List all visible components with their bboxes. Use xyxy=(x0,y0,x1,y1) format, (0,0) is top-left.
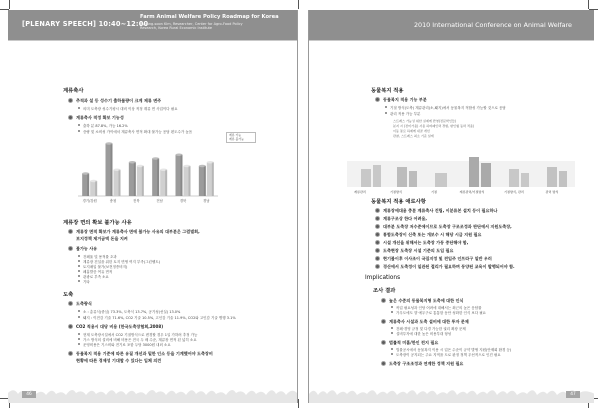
bar-chart xyxy=(68,130,250,210)
x-tick-label: 전남 xyxy=(156,199,163,203)
bullet-text: 동물복지 적용 기능 부분 xyxy=(383,97,427,102)
bullet xyxy=(375,97,427,103)
bullet-text: 추적과 설 등 성수기 출하물량이 크게 제류 변주 xyxy=(76,98,162,103)
sub-bullet-text: 증량 및 소비성 가이에서 계류축사 면적 확대 불가능 응답 편도수가 높음 xyxy=(83,130,193,134)
bullet-text: 불가능 사유 xyxy=(76,246,98,251)
sub-bullet-text: 의미 도축장 성수기평시 대비 이상 적정 계류 면 사업이다 필요 xyxy=(83,107,178,111)
dot xyxy=(391,348,393,350)
bullet-text: 계류축사 시설과 도축 설비에 대한 투자 문제 xyxy=(389,319,469,324)
sub-bullet xyxy=(385,106,506,111)
bullet-marker xyxy=(68,115,73,120)
crop-mark xyxy=(588,0,589,9)
sub-bullet-text: 도축장이 공지되는 주요 지역을 도로 판정 정책 우선적으로 인건 필요 xyxy=(396,353,501,357)
x-tick-label: 충청 xyxy=(109,199,117,203)
sub-bullet-text: 기절 방식(도축) 계류관리(소,돼지)에서 동물복지 적합성 가능할 것으로 응답 xyxy=(390,106,506,110)
sub-bullet xyxy=(391,353,501,358)
dot xyxy=(78,275,80,277)
sub-bullet-text: 가우도에도 향 예우구로 통통함 동안 성화한 인식 보다 필요 xyxy=(396,311,487,315)
bar-shade xyxy=(165,170,167,196)
bullet-text: 법률적 미흡/한인 전지 필요 xyxy=(389,340,439,345)
dot xyxy=(385,106,387,108)
bullet-marker xyxy=(375,256,380,261)
sub-bullet-text: 계류장 건설을 위한 토지 면생 여지 부족(그린벨트) xyxy=(83,260,161,264)
dot xyxy=(78,270,80,272)
sub-bullet-text: 관광로 부족 소요 xyxy=(83,275,109,279)
bullet xyxy=(375,264,515,270)
sub-bullet xyxy=(385,112,420,117)
bullet-text: 시설 개선을 위해서는 도축장 가동 중단해야 함, xyxy=(383,240,469,245)
bullet-marker xyxy=(381,298,386,303)
bullet xyxy=(381,340,438,346)
crop-mark xyxy=(9,0,10,9)
sub-sub-bullet: 관찰, 스트레스 최소 기준 설계 xyxy=(393,134,434,138)
pictogram-label: 기절방식, 관리 xyxy=(504,190,524,194)
dot xyxy=(78,107,80,109)
bar-shade xyxy=(212,162,214,196)
dot xyxy=(391,306,393,308)
sub-bullet-text: 작업 필요성과 인당 어려에 대해서는 최근의 높은 응답률 xyxy=(396,306,482,310)
sub-bullet xyxy=(391,311,486,316)
x-tick-label: 전북 xyxy=(133,199,140,203)
dot xyxy=(78,338,80,340)
bar-shade xyxy=(111,144,113,197)
bullet xyxy=(375,248,453,254)
bullet-marker xyxy=(381,361,386,366)
bar-shade xyxy=(142,166,144,196)
section-title: 동물복지 적용 xyxy=(371,88,404,94)
bullet-marker xyxy=(68,98,73,103)
x-tick-label: 경북 xyxy=(179,199,187,203)
bullet-marker xyxy=(375,248,380,253)
bar-shade xyxy=(181,155,183,196)
bullet-text: 계류장에대용 충분 계류축사 건립, 이분류본 설치 등이 필요하나 xyxy=(383,208,498,213)
bar-shade xyxy=(134,162,136,196)
x-tick-label: 경남 xyxy=(203,199,210,203)
bullet-marker xyxy=(68,246,73,251)
bullet-marker xyxy=(381,340,386,345)
right-page xyxy=(308,10,594,403)
dot xyxy=(78,343,80,345)
book-spread xyxy=(8,10,594,403)
sub-bullet xyxy=(391,332,451,337)
bullet-text: 통합도축장이 신축 또는 개보수 시 해당 시급 지원 필요 xyxy=(383,232,482,237)
bar-shade xyxy=(189,166,191,196)
sub-bullet xyxy=(78,280,90,285)
bar-shade xyxy=(95,181,97,196)
conference-title: 2010 International Conference on Animal Welfare xyxy=(413,21,572,29)
bullet xyxy=(68,98,161,104)
bullet xyxy=(68,229,200,235)
section-title: 계류축사 xyxy=(63,88,84,94)
left-page xyxy=(8,10,298,403)
page-number: 47 xyxy=(566,391,580,398)
pictogram-bar xyxy=(435,173,447,187)
sub-bullet-text: 폐흡발증 여유 면적 xyxy=(83,270,113,274)
bullet xyxy=(375,256,492,262)
bullet xyxy=(375,232,481,238)
dot xyxy=(78,310,80,312)
bullet xyxy=(68,301,92,307)
bullet-marker xyxy=(381,319,386,324)
bullet-text: 계류구조상 한다 어려움, xyxy=(383,216,427,221)
sub-bullet-text: 돼지 : 이전감 기술 71.6%, CO2 기술 10.5%, 고인감 기술 11.9%, CO2와 고인감 기술 병행 3.1% xyxy=(83,316,236,320)
bullet xyxy=(375,208,497,214)
sub-bullet-text: 소 : 총류식(중심) 73.3%, 도축식 13.7%, 공기성(선실) 13.0% xyxy=(83,310,181,314)
bullet-marker xyxy=(68,229,73,234)
legend-item: 계류 가능 xyxy=(229,133,242,137)
session-label: [PLENARY SPEECH] 10:40~12:00 xyxy=(22,20,149,28)
bullet-text: 경산에서 도축정이 일관된 절리가 필요하며 동양된 교육이 발행되어야 함. xyxy=(383,264,515,269)
bullet-text: CO2 적용시 대당 비용 (한국도축장협회,2008) xyxy=(76,324,164,329)
sub-bullet xyxy=(78,343,171,348)
sub-bullet-text: 건폐율 및 용적률 초과 xyxy=(83,255,117,259)
dot xyxy=(78,255,80,257)
speaker-info: Byoung-soon Kim, Researcher, Center for Agro-Food Policy Research, Korea Rural Economic Institute xyxy=(140,22,243,31)
sub-bullet xyxy=(78,124,128,129)
pictogram-label: 기절방식 xyxy=(390,190,402,194)
bullet xyxy=(68,246,97,252)
bullet-marker xyxy=(375,264,380,269)
bullet-text: 대부분 도축장 저수준에이므로 도축장 구조조정과 판단에서 지원도축장, xyxy=(383,224,512,229)
bullet-text: 계류축사 적정 확보 기능성 xyxy=(76,115,124,120)
bullet xyxy=(375,240,468,246)
survey-results-title: 조사 결과 xyxy=(373,288,396,294)
dot xyxy=(78,265,80,267)
sub-bullet-text: 현재 도축장시설에서 CO2 기절방식으로 변경할 경우 1일 가하려 추정 가능 xyxy=(83,333,198,337)
dot xyxy=(391,327,393,329)
section-title: 도축 xyxy=(63,292,74,298)
bullet-text: 계류장 면적 확보가 계류축사 면에 불가능 사유의 대부분은 그럼벌회, xyxy=(76,229,200,234)
pictogram-label: 계류관리 xyxy=(354,190,366,194)
bullet-marker xyxy=(375,240,380,245)
section-title: 동물복지 적용 애로사항 xyxy=(371,199,426,205)
bullet-text: 동물복지 적용 기준에 따른 유질 개선과 밀한 인소 등을 기계했어야 도축장비 xyxy=(76,351,213,356)
dot xyxy=(391,353,393,355)
bullet xyxy=(68,115,124,121)
dot xyxy=(391,311,393,313)
bullet-marker xyxy=(375,208,380,213)
legend-item: 계류 불가능 xyxy=(229,136,244,141)
bullet-marker xyxy=(375,232,380,237)
bullet-marker xyxy=(375,97,380,102)
left-page-content xyxy=(8,10,297,403)
dot xyxy=(391,332,393,334)
right-page-content xyxy=(309,10,594,403)
grass-footer-illustration xyxy=(309,385,594,403)
dot xyxy=(78,124,80,126)
bullet xyxy=(381,319,469,325)
crop-mark xyxy=(298,0,299,9)
bullet-continuation: 보지정책 제거금액 돈을 지켜 xyxy=(76,236,128,241)
sub-sub-bullet: 분지 시 (전미가용) 사용 하며폐인력 경험, 환인형 동력 적용) xyxy=(393,124,475,128)
bullet-text: 도축장 구조조정과 연계한 정책 지원 필요 xyxy=(389,361,464,366)
sub-bullet-text: 운영비용은 기스비와 전기료 포함 두당 3000원 내외 소요 xyxy=(83,343,171,347)
bullet-marker xyxy=(375,224,380,229)
sub-bullet-text: 기타 xyxy=(83,280,90,284)
pictogram-label: 기절 xyxy=(431,190,437,194)
bullet xyxy=(68,351,213,357)
sub-bullet xyxy=(78,107,178,112)
bullet xyxy=(381,361,463,367)
sub-bullet-text: 토지매입 불가(보전정종비지) xyxy=(83,265,128,269)
pictogram-label: 관리 방식 xyxy=(545,190,559,194)
grass-footer-illustration xyxy=(8,385,298,403)
sub-bullet xyxy=(78,316,236,321)
bullet xyxy=(375,224,512,230)
section-title: 계류장 면의 확보 불가능 사유 xyxy=(63,220,132,226)
dot xyxy=(78,333,80,335)
bullet xyxy=(375,216,427,222)
sub-sub-bullet: 이동 통로 하제에 내골 개선 xyxy=(393,129,430,133)
bar-shade xyxy=(157,159,159,197)
bar-shade xyxy=(204,166,206,196)
dot xyxy=(78,260,80,262)
bullet-marker xyxy=(68,324,73,329)
sub-bullet-text: 관리 적용 가능 부분 xyxy=(390,112,421,116)
bullet-text: 도축현장 도축장 시설 기준의 도입 필요 xyxy=(383,248,454,253)
pictogram-label: 계류관리/기절방식 xyxy=(459,190,485,194)
bar-shade xyxy=(119,170,121,196)
bullet-continuation: 현황에 따른 경제성 기대할 수 있다는 입체 의견 xyxy=(76,358,162,363)
bullet-marker xyxy=(375,216,380,221)
bullet-text: 높은 수준의 동물복지형 도축에 대한 인식 xyxy=(389,298,464,303)
bullet xyxy=(381,298,463,304)
sub-bullet-text: 건폐·경영 규정 및 다경 가능한 권리 확장 문제 xyxy=(396,327,466,331)
bar-shade xyxy=(87,174,89,197)
sub-bullet-text: 출하 분 87.8%, 가능 16.2% xyxy=(83,124,128,128)
dot xyxy=(385,112,387,114)
dot xyxy=(78,316,80,318)
sub-bullet-text: 설비투자에 대한 높은 비용부대 형성 xyxy=(396,332,452,336)
bullet xyxy=(68,324,163,330)
bullet-marker xyxy=(68,351,73,356)
sub-bullet xyxy=(78,310,180,315)
x-tick-label: 경기/강원 xyxy=(82,199,97,203)
page-number: 46 xyxy=(22,391,36,398)
bullet-text: 현기불이후 이사조이 국집지정 및 전입주 인프라구 일반 우러 xyxy=(383,256,492,261)
sub-bullet-text: 법률공시에서 동물복지 이용 시 업은 수준이 규약 발생 지원(안제회 환경 등) xyxy=(396,348,512,352)
sub-bullet-text: 가스 방식의 설비에 비해 비용은 전국 두 배 수준, 계류장 면적 된 넓히 소요 xyxy=(83,338,197,342)
bullet-text: 도축량식 xyxy=(76,301,92,306)
bullet-marker xyxy=(68,301,73,306)
chart-legend xyxy=(226,132,256,143)
talk-title: Farm Animal Welfare Policy Roadmap for Korea xyxy=(140,14,279,20)
dot xyxy=(78,280,80,282)
sub-sub-bullet: 스트레스 가능성 위한 실제에 반영(전문학인들) xyxy=(393,119,457,123)
response-pictogram xyxy=(347,155,575,187)
implications-title: Implications xyxy=(365,275,401,281)
